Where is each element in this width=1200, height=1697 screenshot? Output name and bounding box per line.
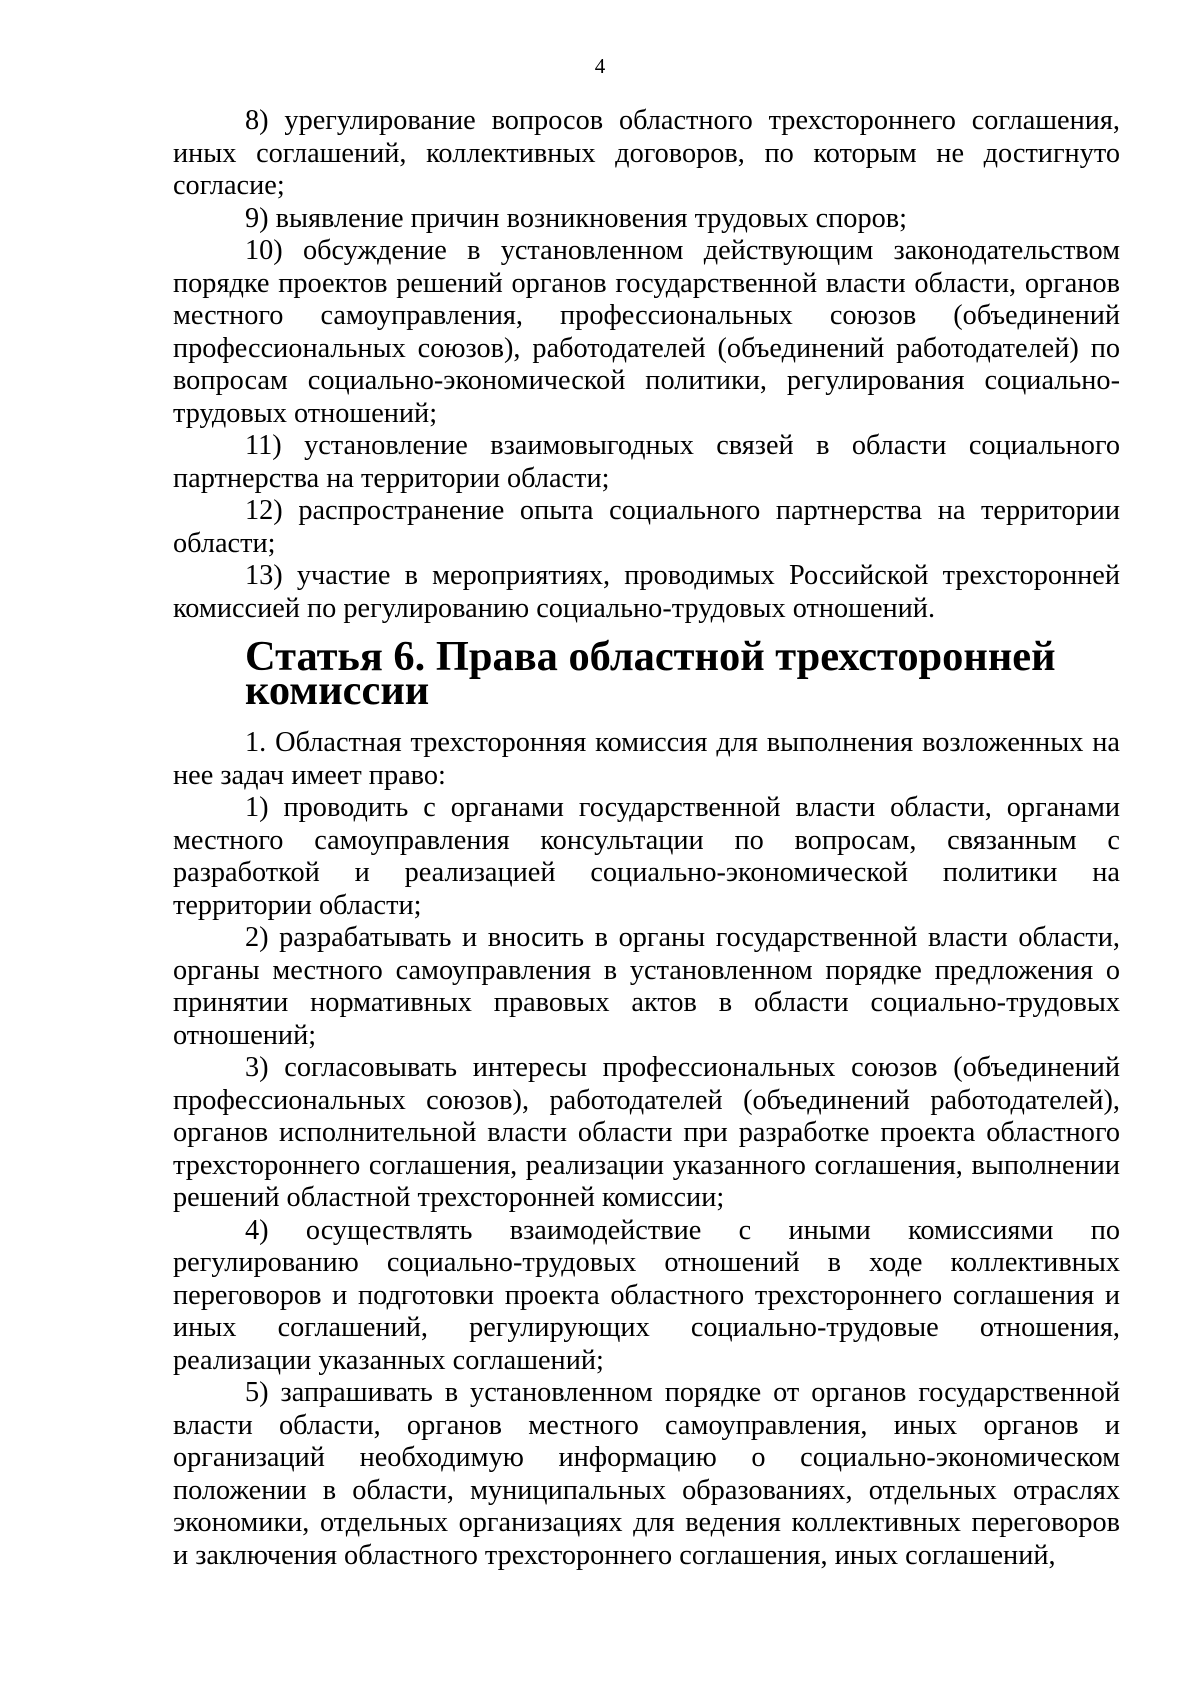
paragraph-item-8: 8) урегулирование вопросов областного трехстороннего соглашения, иных соглашений, коллективных договоров, по которым не достигнуто согласие; <box>173 105 1120 201</box>
paragraph-right-5: 5) запрашивать в установленном порядке от органов государственной власти области, органов местного самоуправления, иных органов и организаций необходимую информацию о социально-экономическом положении в области, муниципальных образованиях, отдельных отраслях экономики, отдельных организациях для ведения коллективных переговоров и заключения областного трехстороннего соглашения, иных соглашений, <box>173 1377 1120 1571</box>
paragraph-item-12: 12) распространение опыта социального партнерства на территории области; <box>173 495 1120 559</box>
paragraph-item-9: 9) выявление причин возникновения трудовых споров; <box>245 202 907 234</box>
paragraph-right-1: 1) проводить с органами государственной власти области, органами местного самоуправления консультации по вопросам, связанным с разработкой и реализацией социально-экономической политики на территории области; <box>173 792 1120 921</box>
paragraph-clause-1: 1. Областная трехсторонняя комиссия для выполнения возложенных на нее задач имеет право: <box>173 727 1120 791</box>
page-number: 4 <box>594 54 606 78</box>
paragraph-right-2: 2) разрабатывать и вносить в органы государственной власти области, органы местного самоуправления в установленном порядке предложения о принятии нормативных правовых актов в области социально-трудовых отношений; <box>173 922 1120 1051</box>
paragraph-item-11: 11) установление взаимовыгодных связей в области социального партнерства на территории области; <box>173 430 1120 494</box>
paragraph-right-4: 4) осуществлять взаимодействие с иными комиссиями по регулированию социально-трудовых отношений в ходе коллективных переговоров и подготовки проекта областного трехстороннего соглашения и иных соглашений, регулирующих социально-трудовые отношения, реализации указанных соглашений; <box>173 1214 1120 1376</box>
paragraph-item-10: 10) обсуждение в установленном действующим законодательством порядке проектов решений органов государственной власти области, органов местного самоуправления, профессиональных союзов (объединений профессиональных союзов), работодателей (объединений работодателей) по вопросам социально-экономической политики, регулирования социально-трудовых отношений; <box>173 235 1120 429</box>
paragraph-item-13: 13) участие в мероприятиях, проводимых Российской трехсторонней комиссией по регулированию социально-трудовых отношений. <box>173 560 1120 624</box>
document-body <box>173 105 1120 1572</box>
paragraph-right-3: 3) согласовывать интересы профессиональных союзов (объединений профессиональных союзов), работодателей (объединений работодателей), органов исполнительной власти области при разработке проекта областного трехстороннего соглашения, реализации указанного соглашения, выполнении решений областной трехсторонней комиссии; <box>173 1052 1120 1213</box>
article-heading: Статья 6. Права областной трехсторонней комиссии <box>245 633 1056 714</box>
